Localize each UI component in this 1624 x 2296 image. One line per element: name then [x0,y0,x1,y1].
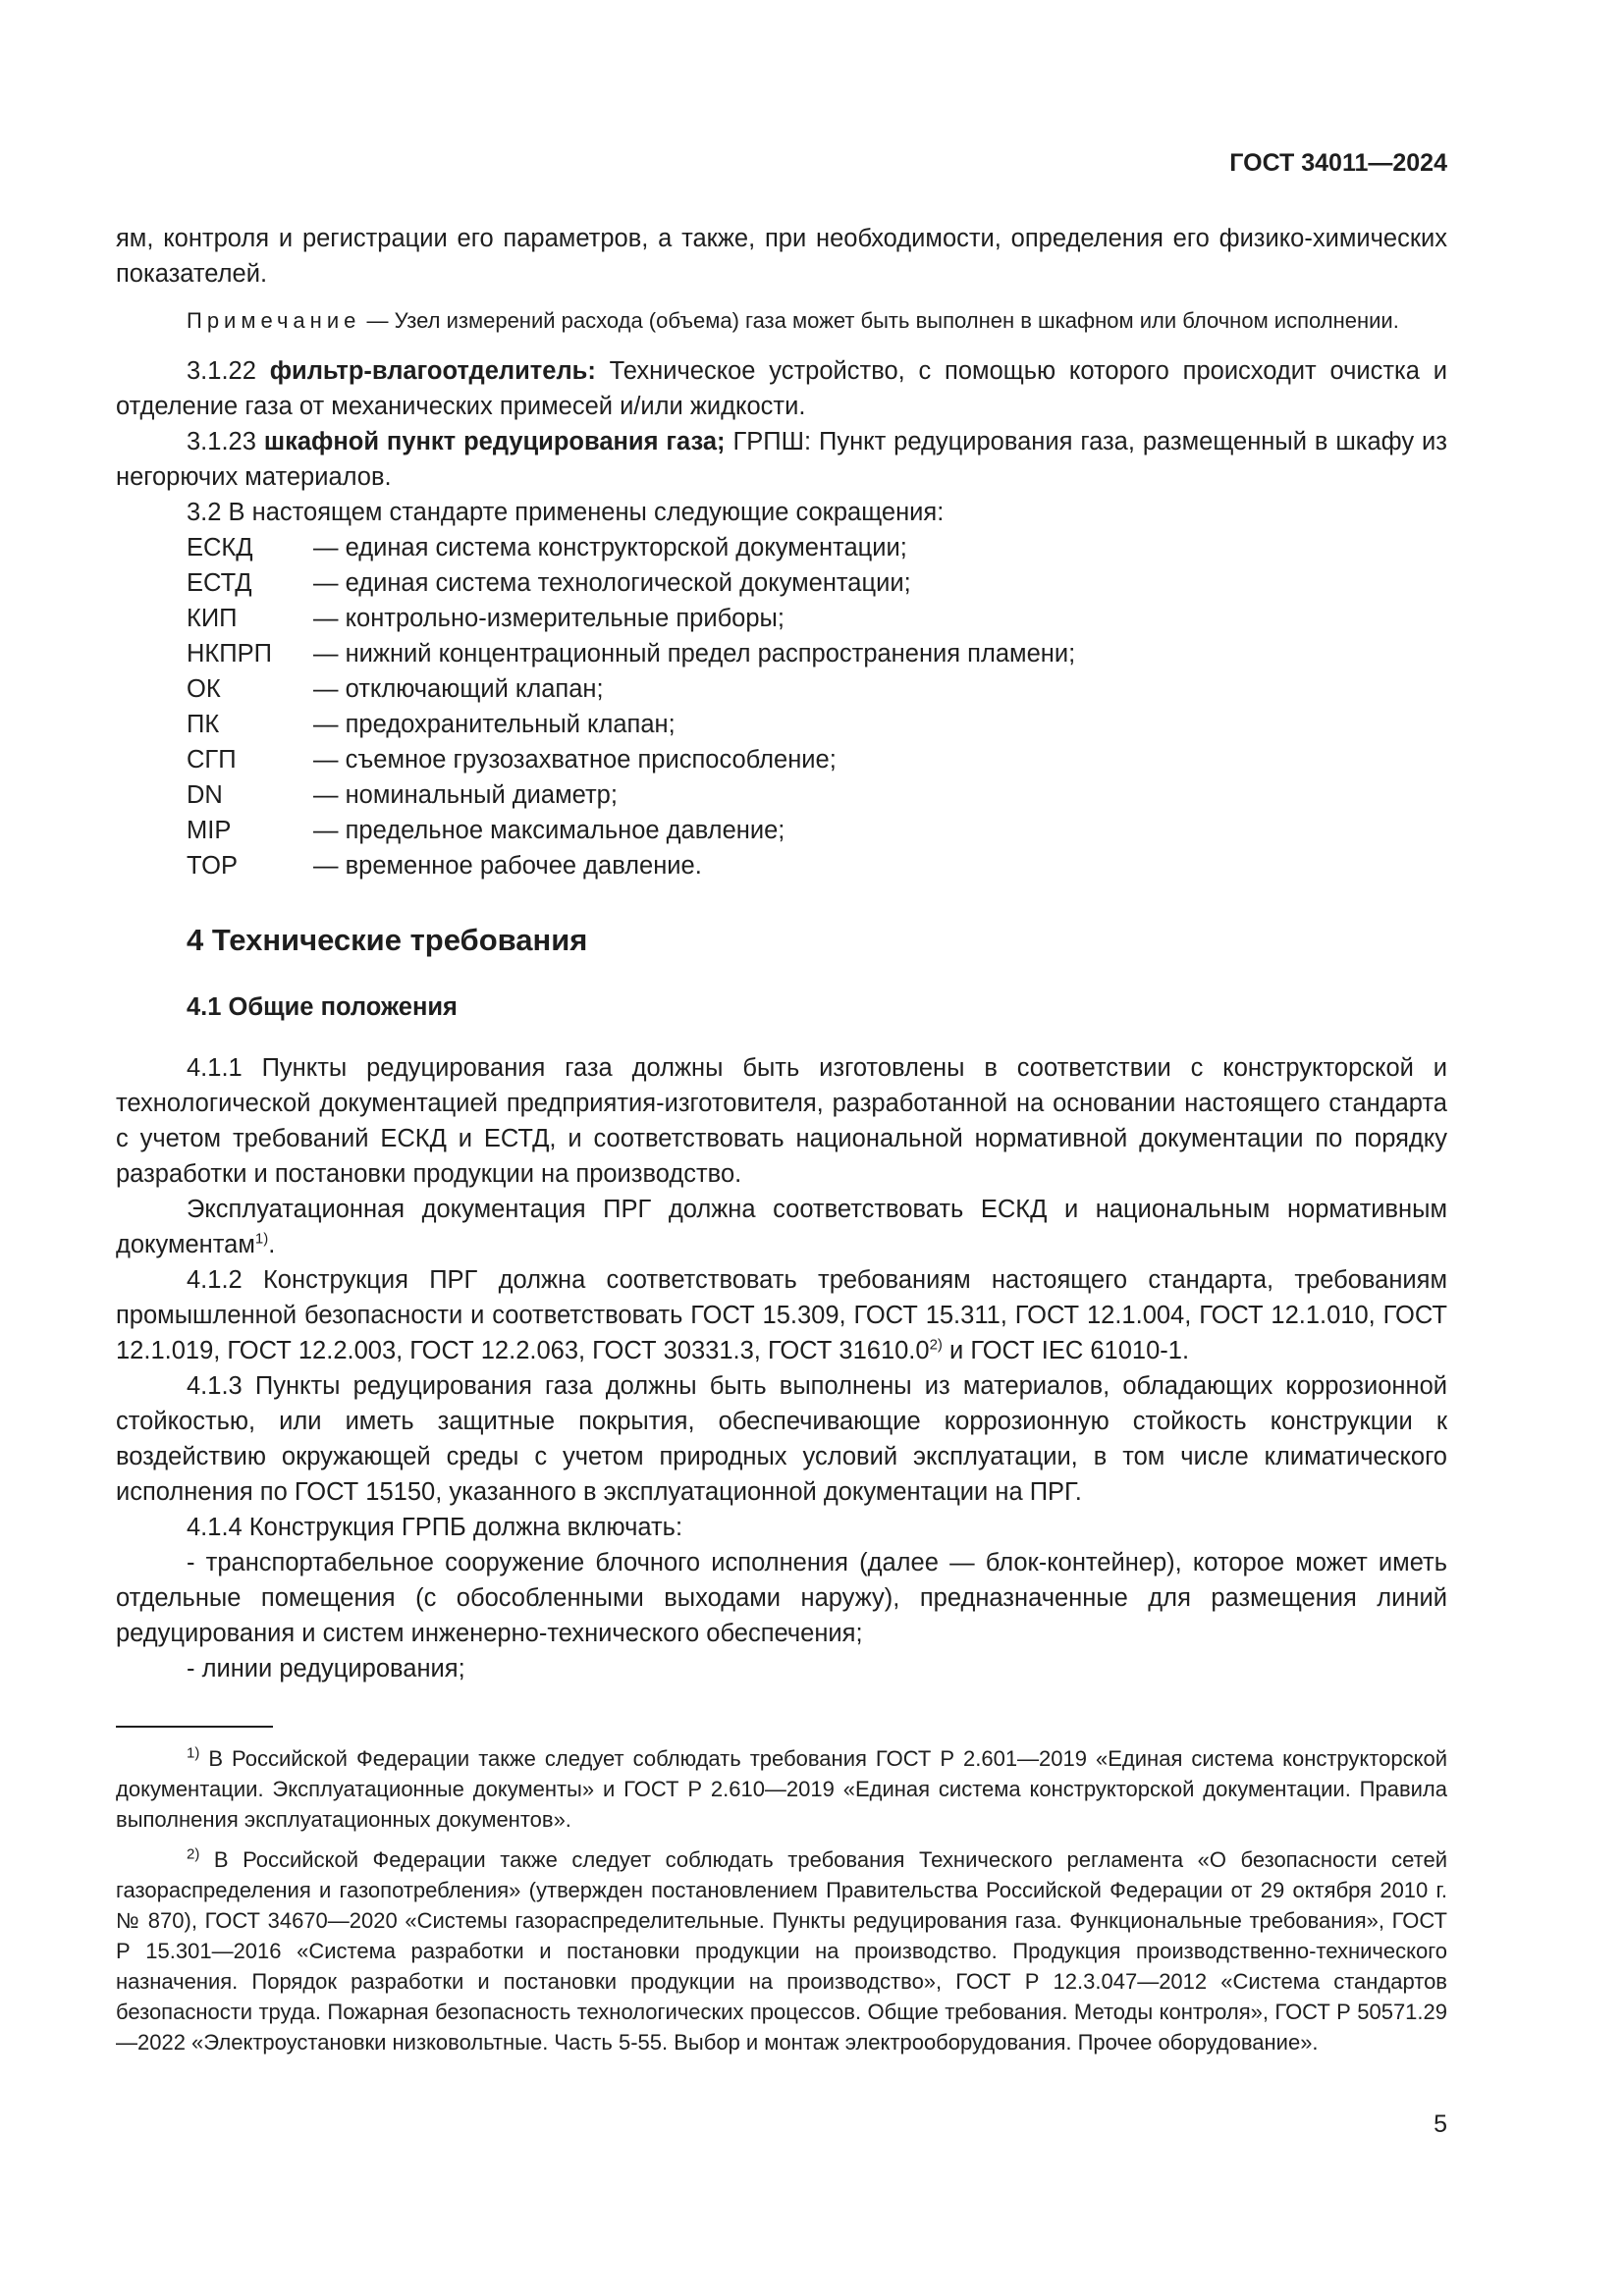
abbreviation-term: КИП [187,605,238,632]
abbreviation-term: MIP [187,817,232,844]
abbreviation-item [116,707,1447,742]
abbreviation-item [116,636,1447,671]
list-item-block-container: - транспортабельное сооружение блочного исполнения (далее — блок-контейнер), которое может иметь отдельные помещения (с обособленными выходами наружу), предназначенные для размещения линий редуцирования и систем инженерно-технического обеспечения; [116,1549,1447,1647]
footnote-ref-1[interactable]: 1) [254,1230,269,1248]
abbreviation-definition: — предельное максимальное давление; [313,817,785,844]
footnote-1 [116,1743,1447,1835]
paragraph-text: 4.1.2 Конструкция ПРГ должна соответствовать требованиям настоящего стандарта, требованиям промышленной безопасности и соответствовать ГОСТ 15.309, ГОСТ 15.311, ГОСТ 12.1.004, ГОСТ 12.1.010, ГОСТ 12.1.019, ГОСТ 12.2.003, ГОСТ 12.2.063, ГОСТ 30331.3, ГОСТ 31610.0 [116,1266,1447,1364]
abbreviation-definition: — единая система технологической документации; [313,569,911,597]
footnote-mark: 2) [187,1845,200,1863]
term-title: фильтр-влагоотделитель: [269,357,596,385]
abbreviation-term: СГП [187,746,237,774]
abbreviation-definition: — единая система конструкторской документации; [313,534,907,561]
list-item-reduction-lines: - линии редуцирования; [187,1655,465,1682]
abbreviation-item [116,848,1447,883]
note [116,305,1447,336]
abbreviation-term: ПК [187,711,220,738]
term-definition: Техническое устройство, с помощью которого происходит очистка и отделение газа от механических примесей и/или жидкости. [116,357,1447,420]
abbreviation-list [116,530,1447,883]
abbreviation-item [116,565,1447,601]
abbreviation-term: ЕСКД [187,534,253,561]
note-text: — Узел измерений расхода (объема) газа может быть выполнен в шкафном или блочном исполнении. [360,308,1399,333]
paragraph-4-1-3: 4.1.3 Пункты редуцирования газа должны быть выполнены из материалов, обладающих коррозионной стойкостью, или иметь защитные покрытия, обеспечивающие коррозионную стойкость конструкции к воздействию окружающей среды с учетом природных условий эксплуатации, в том числе климатического исполнения по ГОСТ 15150, указанного в эксплуатационной документации на ПРГ. [116,1372,1447,1506]
footnote-2 [116,1844,1447,2057]
paragraph-text-end: и ГОСТ IEC 61010-1. [942,1337,1190,1364]
paragraph-4-1-2 [116,1262,1447,1368]
footnote-ref-2[interactable]: 2) [929,1336,943,1354]
abbreviation-item [116,530,1447,565]
abbreviation-definition: — контрольно-измерительные приборы; [313,605,785,632]
abbreviation-definition: — съемное грузозахватное приспособление; [313,746,837,774]
paragraph-text-end: . [268,1231,276,1258]
paragraph-4-1-4: 4.1.4 Конструкция ГРПБ должна включать: [187,1514,683,1541]
note-label: Примечание [187,308,361,333]
abbreviation-term: TOP [187,852,238,880]
term-number: 3.1.23 [187,428,256,455]
term-number: 3.1.22 [187,357,256,385]
footnote-text: В Российской Федерации также следует соблюдать требования ГОСТ Р 2.601—2019 «Единая система конструкторской документации. Эксплуатационные документы» и ГОСТ Р 2.610—2019 «Единая система конструкторской документации. Правила выполнения эксплуатационных документов». [116,1746,1447,1832]
footnote-text: В Российской Федерации также следует соблюдать требования Технического регламента «О безопасности сетей газораспределения и газопотребления» (утвержден постановлением Правительства Российской Федерации от 29 октября 2010 г. № 870), ГОСТ 34670—2020 «Системы газораспределительные. Пункты редуцирования газа. Функциональные требования», ГОСТ Р 15.301—2016 «Система разработки и постановки продукции на производство. Продукция производственно-технического назначения. Порядок разработки и постановки продукции на производство», ГОСТ Р 12.3.047—2012 «Система стандартов безопасности труда. Пожарная безопасность технологических процессов. Общие требования. Методы контроля», ГОСТ Р 50571.29—2022 «Электроустановки низковольтные. Часть 5-55. Выбор и монтаж электрооборудования. Прочее оборудование». [116,1847,1447,2055]
abbreviation-item [116,813,1447,848]
abbreviation-definition: — нижний концентрационный предел распространения пламени; [313,640,1076,667]
abbreviation-item [116,777,1447,813]
document-code: ГОСТ 34011—2024 [1229,149,1447,177]
paragraph-4-1-1: 4.1.1 Пункты редуцирования газа должны быть изготовлены в соответствии с конструкторской и технологической документацией предприятия-изготовителя, разработанной на основании настоящего стандарта с учетом требований ЕСКД и ЕСТД, и соответствовать национальной нормативной документации по порядку разработки и постановки продукции на производство. [116,1054,1447,1188]
footnotes [116,1743,1447,2057]
abbreviation-item [116,601,1447,636]
page-number: 5 [1434,2110,1447,2138]
abbreviation-term: НКПРП [187,640,272,667]
term-definition: ГРПШ: Пункт редуцирования газа, размещенный в шкафу из негорючих материалов. [116,428,1447,491]
abbreviation-definition: — отключающий клапан; [313,675,604,703]
abbreviation-definition: — номинальный диаметр; [313,781,618,809]
page-content [116,221,1447,2067]
footnote-mark: 1) [187,1744,200,1762]
section-title: 4 Технические требования [187,923,588,957]
abbreviation-term: ОК [187,675,221,703]
term-title: шкафной пункт редуцирования газа; [263,428,726,455]
abbreviation-definition: — предохранительный клапан; [313,711,676,738]
term-3-1-22 [116,353,1447,424]
subsection-title: 4.1 Общие положения [187,993,458,1021]
abbreviation-item [116,671,1447,707]
abbreviation-term: ЕСТД [187,569,252,597]
paragraph-text: Эксплуатационная документация ПРГ должна соответствовать ЕСКД и национальным нормативным документам [116,1196,1447,1258]
term-3-1-23 [116,424,1447,495]
abbreviation-definition: — временное рабочее давление. [313,852,702,880]
abbreviation-term: DN [187,781,223,809]
footnote-divider [116,1726,273,1728]
intro-continuation: ям, контроля и регистрации его параметров, а также, при необходимости, определения его физико-химических показателей. [116,225,1447,288]
abbreviation-item [116,742,1447,777]
paragraph-exploitation-docs [116,1192,1447,1262]
abbreviations-intro: 3.2 В настоящем стандарте применены следующие сокращения: [187,499,945,526]
